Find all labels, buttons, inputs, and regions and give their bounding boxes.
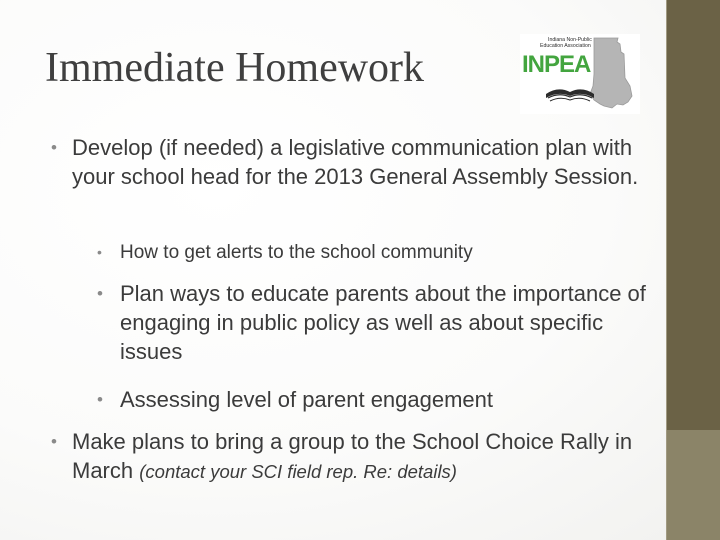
state-outline-icon: [590, 38, 632, 108]
bullet-glyph: •: [97, 390, 103, 409]
bullet-glyph: •: [97, 244, 102, 260]
sidebar-accent-bottom: [667, 430, 720, 540]
bullet-text-wrap: [72, 427, 652, 486]
bullet-text: Plan ways to educate parents about the importance of engaging in public policy as well as about specific issues: [120, 281, 646, 364]
bullet-glyph: •: [97, 284, 103, 303]
inpea-logo: [520, 34, 640, 114]
bullet-glyph: •: [51, 432, 57, 451]
bullet-glyph: •: [51, 138, 57, 157]
bullet-text: Assessing level of parent engagement: [120, 387, 494, 412]
slide-title: Immediate Homework: [45, 45, 425, 91]
logo-org-line1: Indiana Non-Public: [548, 37, 592, 43]
sidebar-accent-top: [667, 0, 720, 430]
bullet-text: How to get alerts to the school community: [120, 242, 473, 263]
logo-org-line2: Education Association: [540, 43, 591, 49]
inpea-logo-graphic: [520, 34, 640, 114]
bullet-text: Make plans to bring a group to the School Choice Rally in March: [72, 429, 633, 483]
bullet-text: Develop (if needed) a legislative communication plan with your school head for the 2013 General Assembly Session.: [72, 135, 639, 189]
logo-acronym: INPEA: [522, 51, 591, 78]
bullet-note: (contact your SCI field rep. Re: details): [139, 461, 457, 482]
